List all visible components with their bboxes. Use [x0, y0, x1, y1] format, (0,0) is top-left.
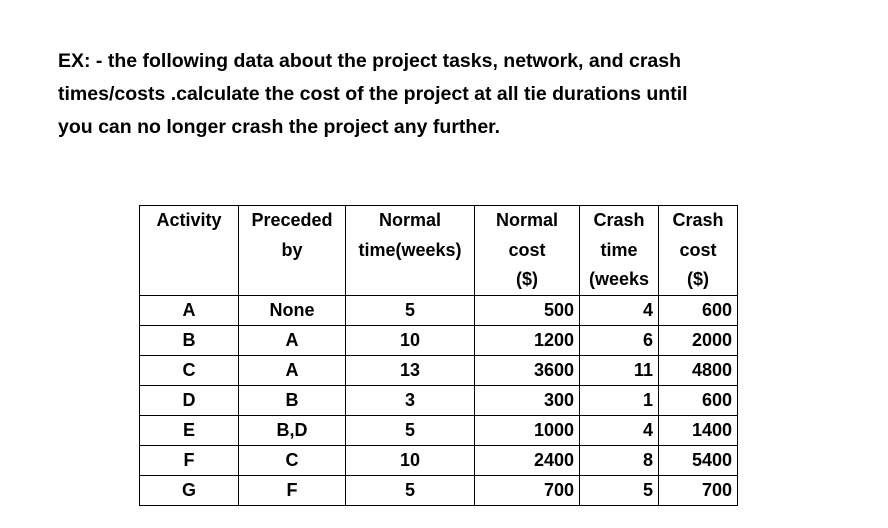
header-activity: Activity [140, 206, 239, 296]
header-preceded-by: Preceded by [239, 206, 346, 296]
cell-normal-cost: 700 [475, 475, 580, 505]
cell-crash-time: 1 [580, 385, 659, 415]
cell-normal-time: 10 [346, 445, 475, 475]
cell-crash-time: 11 [580, 355, 659, 385]
table-row [140, 445, 738, 475]
cell-preceded-by: A [239, 355, 346, 385]
cell-normal-time: 5 [346, 295, 475, 325]
cell-crash-cost: 600 [659, 385, 738, 415]
header-row [140, 206, 738, 296]
project-crash-table [139, 205, 738, 506]
cell-preceded-by: F [239, 475, 346, 505]
cell-crash-cost: 4800 [659, 355, 738, 385]
question-text [58, 45, 818, 144]
cell-crash-cost: 700 [659, 475, 738, 505]
table-row [140, 415, 738, 445]
header-normal-cost: Normal cost ($) [475, 206, 580, 296]
table-row [140, 295, 738, 325]
header-crash-cost: Crash cost ($) [659, 206, 738, 296]
cell-crash-cost: 600 [659, 295, 738, 325]
cell-normal-cost: 300 [475, 385, 580, 415]
table-body [140, 295, 738, 505]
cell-crash-time: 4 [580, 295, 659, 325]
cell-normal-time: 5 [346, 475, 475, 505]
cell-normal-cost: 2400 [475, 445, 580, 475]
cell-crash-cost: 5400 [659, 445, 738, 475]
cell-crash-cost: 2000 [659, 325, 738, 355]
table-row [140, 325, 738, 355]
cell-preceded-by: C [239, 445, 346, 475]
cell-activity: B [140, 325, 239, 355]
cell-preceded-by: B [239, 385, 346, 415]
cell-activity: C [140, 355, 239, 385]
cell-normal-time: 3 [346, 385, 475, 415]
cell-normal-cost: 3600 [475, 355, 580, 385]
cell-normal-time: 10 [346, 325, 475, 355]
cell-activity: F [140, 445, 239, 475]
cell-crash-time: 5 [580, 475, 659, 505]
header-crash-time: Crash time (weeks [580, 206, 659, 296]
cell-crash-time: 8 [580, 445, 659, 475]
table-row [140, 475, 738, 505]
table-row [140, 355, 738, 385]
cell-activity: E [140, 415, 239, 445]
cell-normal-cost: 1000 [475, 415, 580, 445]
cell-activity: D [140, 385, 239, 415]
cell-preceded-by: A [239, 325, 346, 355]
question-line: EX: - the following data about the project tasks, network, and crash [58, 50, 682, 72]
question-line: you can no longer crash the project any further. [58, 116, 501, 138]
cell-normal-time: 5 [346, 415, 475, 445]
cell-activity: A [140, 295, 239, 325]
cell-preceded-by: None [239, 295, 346, 325]
question-line: times/costs .calculate the cost of the project at all tie durations until [58, 83, 688, 105]
cell-crash-cost: 1400 [659, 415, 738, 445]
header-normal-time: Normal time(weeks) [346, 206, 475, 296]
table-header [140, 206, 738, 296]
cell-normal-time: 13 [346, 355, 475, 385]
cell-crash-time: 4 [580, 415, 659, 445]
cell-normal-cost: 500 [475, 295, 580, 325]
table-row [140, 385, 738, 415]
cell-preceded-by: B,D [239, 415, 346, 445]
cell-normal-cost: 1200 [475, 325, 580, 355]
cell-activity: G [140, 475, 239, 505]
cell-crash-time: 6 [580, 325, 659, 355]
